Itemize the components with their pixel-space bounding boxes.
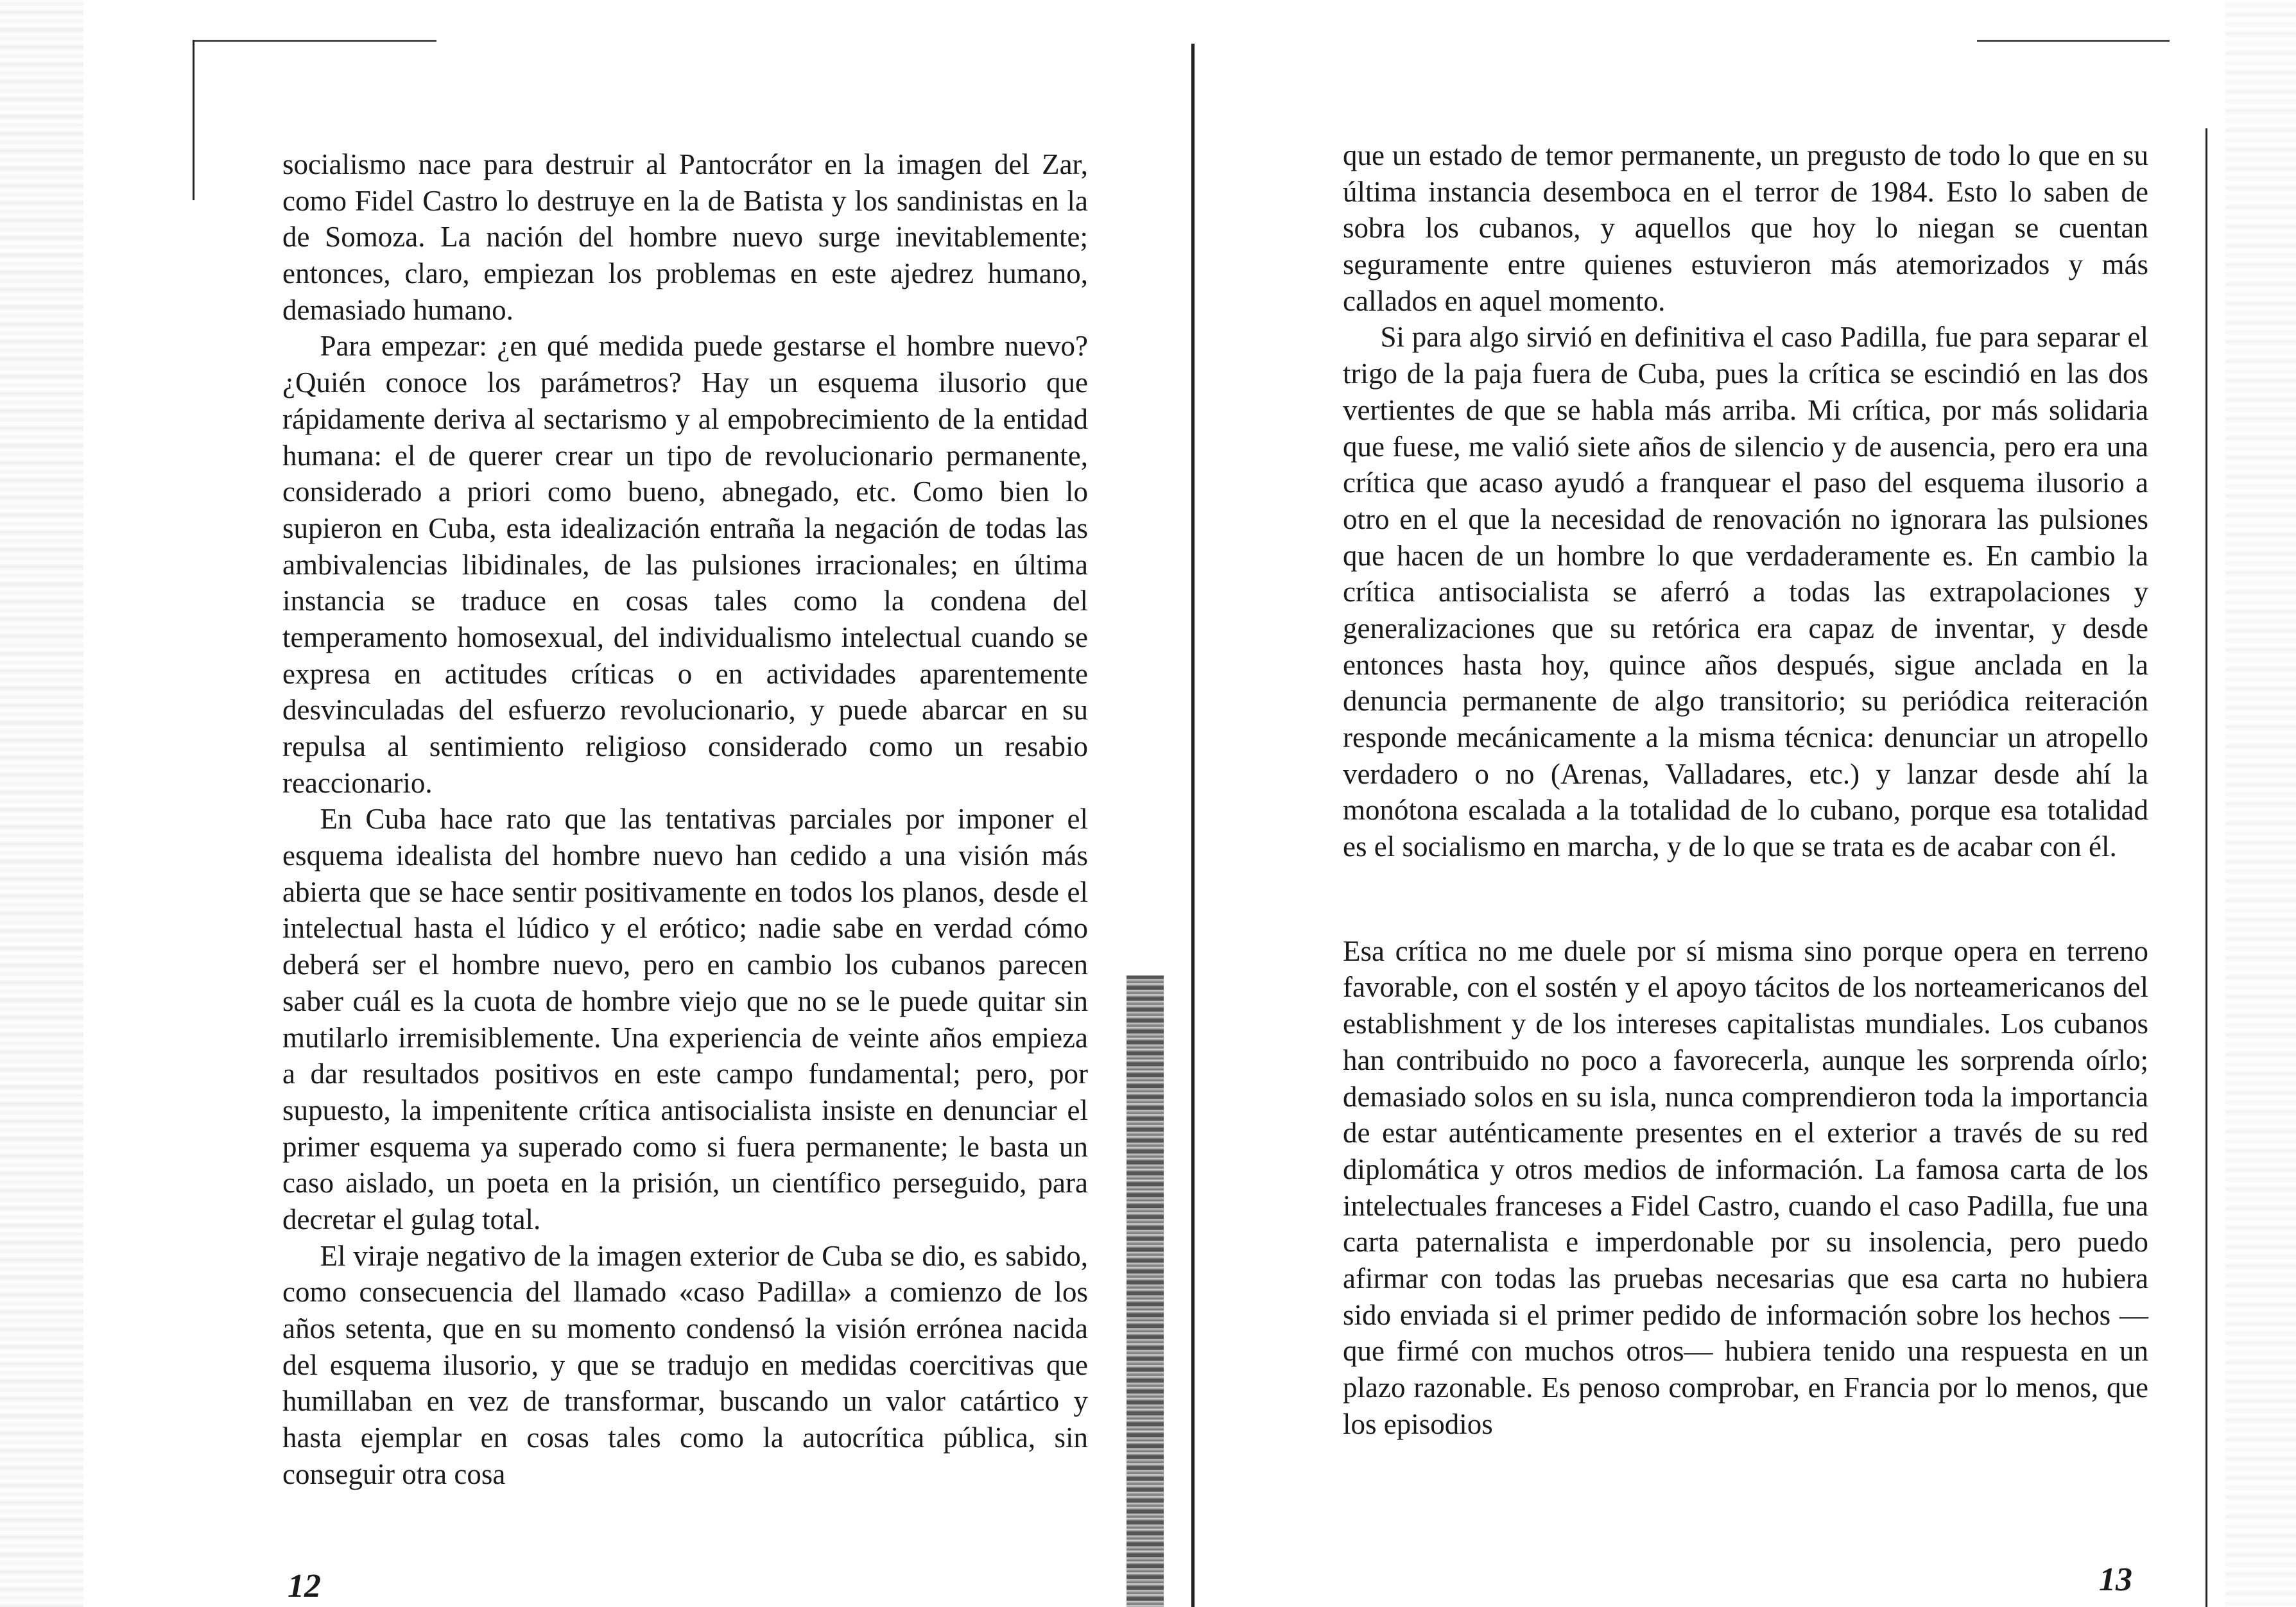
paragraph: que un estado de temor permanente, un pregusto de todo lo que en su última instancia desemboca en el terror de 1984. Esto lo saben de sobra los cubanos, y aquellos que hoy lo niegan se cuentan seguramente entre quienes estuvieron más atemorizados y más callados en aquel momento.: [1343, 139, 2148, 317]
left-page-text: [282, 146, 1088, 1492]
page-number-left: 12: [288, 1568, 321, 1604]
paragraph: Para empezar: ¿en qué medida puede gestarse el hombre nuevo? ¿Quién conoce los parámetros? Hay un esquema ilusorio que rápidamente deriva al sectarismo y al empobrecimiento de la entidad humana: el de querer crear un tipo de revolucionario permanente, considerado a priori como bueno, abnegado, etc. Como bien lo supieron en Cuba, esta idealización entraña la negación de todas las ambivalencias libidinales, de las pulsiones irracionales; en última instancia se traduce en cosas tales como la condena del temperamento homosexual, del individualismo intelectual cuando se expresa en actitudes críticas o en actividades aparentemente desvinculadas del esfuerzo revolucionario, y puede abarcar en su repulsa al sentimiento religioso considerado como un resabio reaccionario.: [282, 330, 1088, 799]
right-page-text: [1343, 137, 2148, 1442]
scan-edge-left: [0, 0, 83, 1607]
paragraph: Si para algo sirvió en definitiva el caso Padilla, fue para separar el trigo de la paja fuera de Cuba, pues la crítica se escindió en las dos vertientes de que se habla más arriba. Mi crítica, por más solidaria que fuese, me valió siete años de silencio y de ausencia, pero era una crítica que acaso ayudó a franquear el paso del esquema ilusorio a otro en el que la necesidad de renovación no ignorara las pulsiones que hacen de un hombre lo que verdaderamente es. En cambio la crítica antisocialista se aferró a todas las extrapolaciones y generalizaciones que su retórica era capaz de inventar, y desde entonces hasta hoy, quince años después, sigue anclada en la denuncia permanente de algo transitorio; su periódica reiteración responde mecánicamente a la misma técnica: denunciar un atropello verdadero o no (Arenas, Valladares, etc.) y lanzar desde ahí la monótona escalada a la totalidad de lo cubano, porque esa totalidad es el socialismo en marcha, y de lo que se trata es de acabar con él.: [1343, 321, 2148, 863]
right-border-rule: [2205, 128, 2207, 1607]
paragraph: El viraje negativo de la imagen exterior de Cuba se dio, es sabido, como consecuencia del llamado «caso Padilla» a comienzo de los años setenta, que en su momento condensó la visión errónea nacida del esquema ilusorio, y que se tradujo en medidas coercitivas que humillaban en vez de transformar, buscando un valor catártico y hasta ejemplar en cosas tales como la autocrítica pública, sin conseguir otra cosa: [282, 1239, 1088, 1490]
paragraph: En Cuba hace rato que las tentativas parciales por imponer el esquema idealista del hombre nuevo han cedido a una visión más abierta que se hace sentir positivamente en todos los planos, desde el intelectual hasta el lúdico y el erótico; nadie sabe en verdad cómo deberá ser el hombre nuevo, pero en cambio los cubanos parecen saber cuál es la cuota de hombre viejo que no se le puede quitar sin mutilarlo irremisiblemente. Una experiencia de veinte años empieza a dar resultados positivos en este campo fundamental; pero, por supuesto, la impenitente crítica antisocialista insiste en denunciar el primer esquema ya superado como si fuera permanente; le basta un caso aislado, un poeta en la prisión, un científico perseguido, para decretar el gulag total.: [282, 803, 1088, 1235]
gutter-rule: [1191, 44, 1195, 1607]
paragraph: socialismo nace para destruir al Pantocrátor en la imagen del Zar, como Fidel Castro lo destruye en la de Batista y los sandinistas en la de Somoza. La nación del hombre nuevo surge inevitablemente; entonces, claro, empiezan los problemas en este ajedrez humano, demasiado humano.: [282, 148, 1088, 326]
left-border-rule: [193, 40, 194, 200]
gutter-shadow: [1126, 975, 1164, 1607]
page-number-right: 13: [2099, 1561, 2132, 1598]
paragraph: Esa crítica no me duele por sí misma sino porque opera en terreno favorable, con el sostén y el apoyo tácitos de los norteamericanos del establishment y de los intereses capitalistas mundiales. Los cubanos han contribuido no poco a favorecerla, aunque les sorprenda oírlo; demasiado solos en su isla, nunca comprendieron toda la importancia de estar auténticamente presentes en el exterior a través de su red diplomática y otros medios de información. La famosa carta de los intelectuales franceses a Fidel Castro, cuando el caso Padilla, fue una carta paternalista e imperdonable por su insolencia, pero puedo afirmar con todas las pruebas necesarias que esa carta no hubiera sido enviada si el primer pedido de información sobre los hechos —que firmé con muchos otros— hubiera tenido una respuesta en un plazo razonable. Es penoso comprobar, en Francia por lo menos, que los episodios: [1343, 934, 2148, 1440]
top-rule-right: [1977, 40, 2170, 42]
top-rule-left: [193, 40, 436, 42]
scan-edge-right: [2225, 0, 2296, 1607]
